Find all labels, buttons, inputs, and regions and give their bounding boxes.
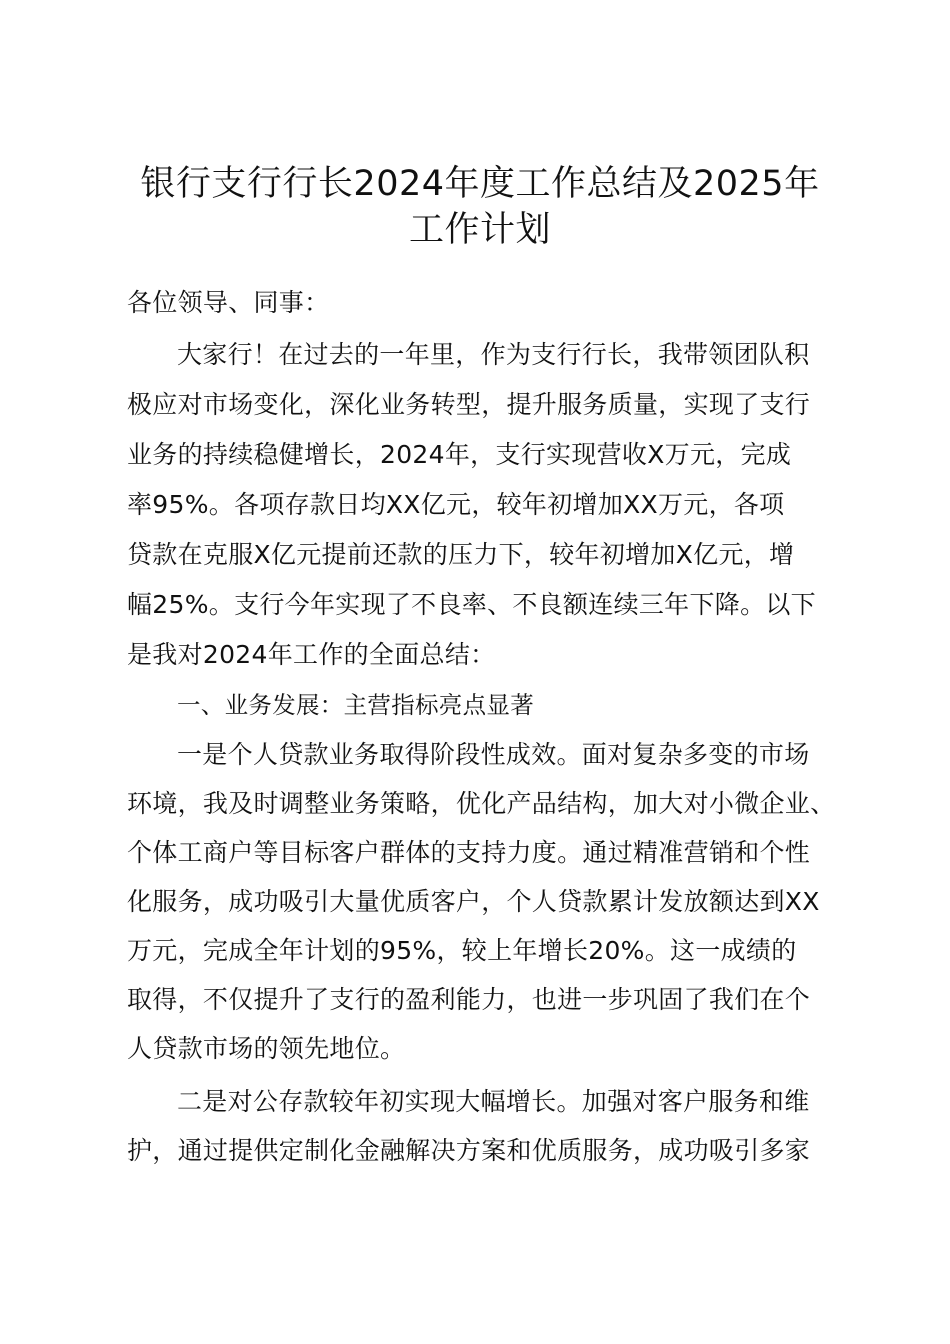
intro-line: 是我对2024年工作的全面总结： [127, 640, 496, 669]
paragraph-line: 化服务，成功吸引大量优质客户，个人贷款累计发放额达到XX [127, 887, 820, 916]
section-heading: 一、业务发展：主营指标亮点显著 [177, 691, 534, 719]
salutation: 各位领导、同事： [127, 288, 330, 317]
intro-line: 率95%。各项存款日均XX亿元，较年初增加XX万元，各项 [127, 490, 785, 519]
intro-line: 极应对市场变化，深化业务转型，提升服务质量，实现了支行 [127, 390, 811, 419]
paragraph-line: 取得，不仅提升了支行的盈利能力，也进一步巩固了我们在个 [127, 985, 811, 1014]
paragraph-line: 护，通过提供定制化金融解决方案和优质服务，成功吸引多家 [127, 1136, 811, 1165]
intro-line: 贷款在克服X亿元提前还款的压力下，较年初增加X亿元，增 [127, 540, 795, 569]
intro-line: 业务的持续稳健增长，2024年，支行实现营收X万元，完成 [127, 440, 792, 469]
intro-line: 大家行！在过去的一年里，作为支行行长，我带领团队积 [177, 340, 810, 369]
paragraph-line: 二是对公存款较年初实现大幅增长。加强对客户服务和维 [177, 1087, 810, 1116]
intro-line: 幅25%。支行今年实现了不良率、不良额连续三年下降。以下 [127, 590, 816, 619]
paragraph-line: 万元，完成全年计划的95%，较上年增长20%。这一成绩的 [127, 936, 797, 965]
paragraph-line: 人贷款市场的领先地位。 [127, 1034, 406, 1063]
paragraph-line: 环境，我及时调整业务策略，优化产品结构，加大对小微企业、 [127, 789, 836, 818]
paragraph-line: 一是个人贷款业务取得阶段性成效。面对复杂多变的市场 [177, 740, 810, 769]
document-title-line-2: 工作计划 [408, 210, 551, 250]
document-title-line-1: 银行支行行长2024年度工作总结及2025年 [140, 164, 820, 204]
paragraph-line: 个体工商户等目标客户群体的支持力度。通过精准营销和个性 [127, 838, 811, 867]
